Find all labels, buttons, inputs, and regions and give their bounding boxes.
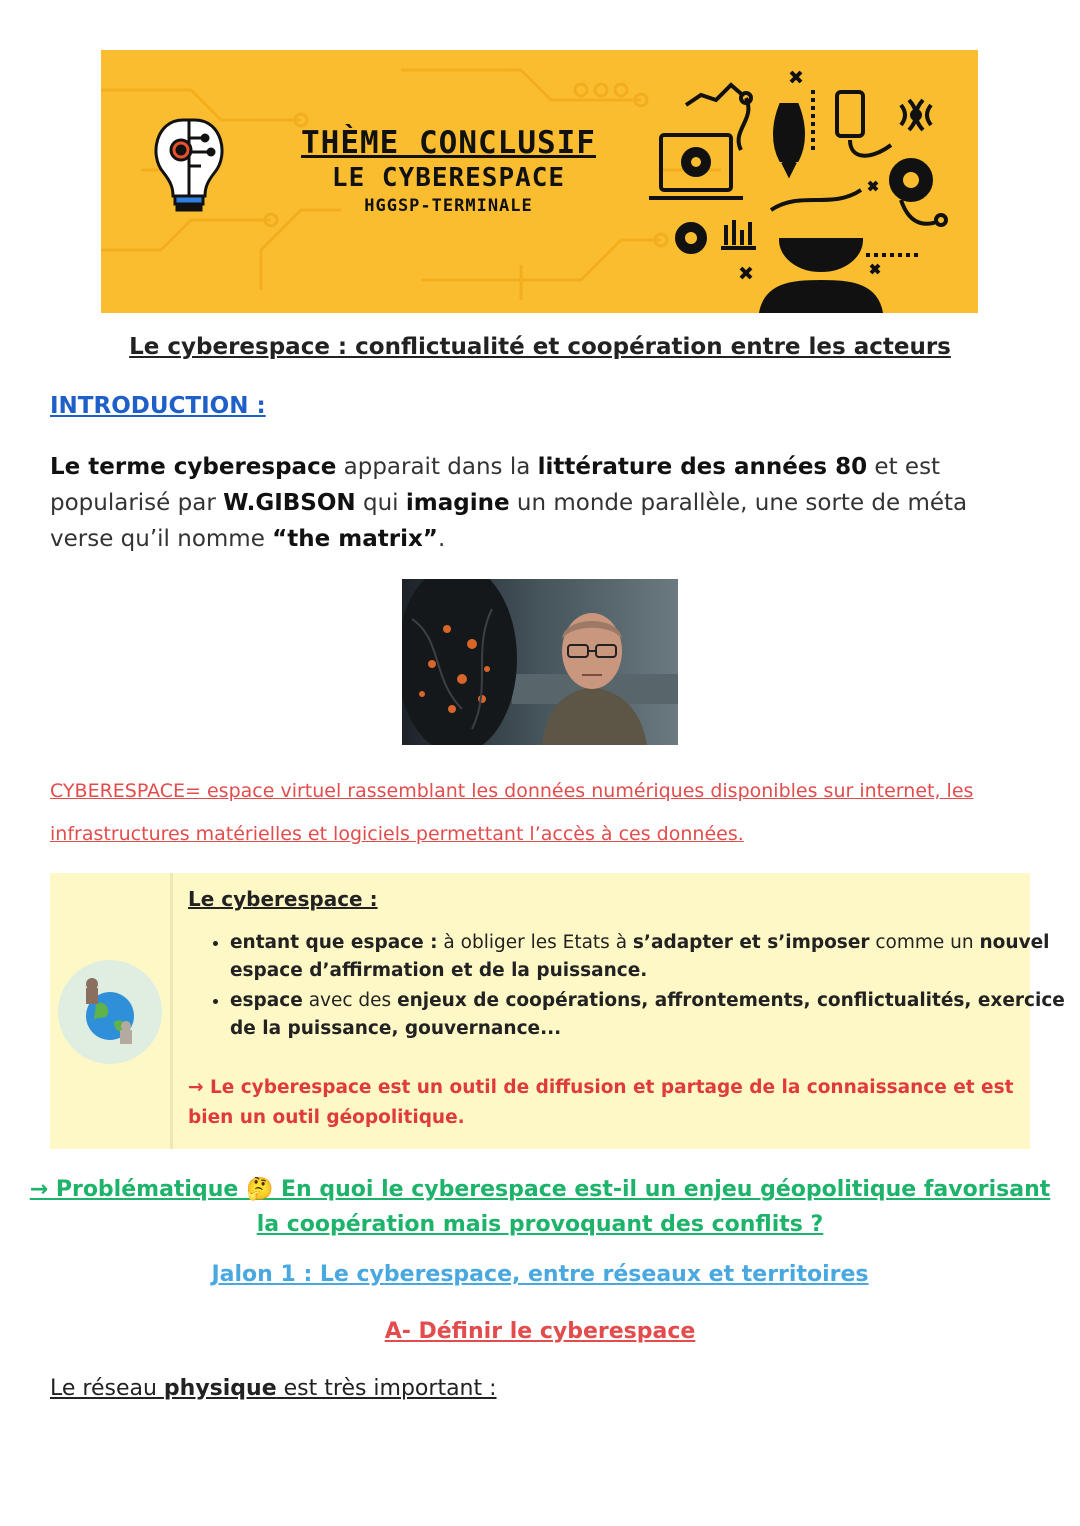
callout-conclusion: → Le cyberespace est un outil de diffusion et partage de la connaissance et est bien un outil géopolitique. [188,1077,1014,1128]
header-banner [101,50,978,313]
callout-box [50,873,1065,1149]
cyberespace-definition: CYBERESPACE= espace virtuel rassemblant les données numériques disponibles sur internet, les infrastructures matérielles et logiciels permettant l’accès à ces données. [50,780,974,845]
globe-chess-icon [58,960,162,1064]
page-title: Le cyberespace : conflictualité et coopération entre les acteurs [129,334,951,360]
gibson-photo [402,579,678,745]
section-a-heading: A- Définir le cyberespace [384,1319,696,1344]
jalon-heading: Jalon 1 : Le cyberespace, entre réseaux et territoires [211,1262,869,1287]
lightbulb-gear-icon [156,120,222,210]
problematique-line2: la coopération mais provoquant des conflits ? [256,1212,824,1237]
list-item: • espace avec des enjeux de coopérations, affrontements, conflictualités, exercice de la puissance, gouvernance... [230,987,1070,1043]
tech-icons-cluster [649,72,946,313]
introduction-paragraph: Le terme cyberespace apparait dans la littérature des années 80 et est popularisé par W.GIBSON qui imagine un monde parallèle, une sorte de méta verse qu’il nomme “the matrix”. [50,454,968,552]
reseau-line: Le réseau physique est très important : [50,1376,497,1401]
list-item: • entant que espace : à obliger les Etats à s’adapter et s’imposer comme un nouvel espace d’affirmation et de la puissance. [230,929,1070,985]
gibson-portrait-image [402,579,678,745]
banner-level: HGGSP-TERMINALE [364,196,533,216]
problematique [0,1172,1080,1242]
banner-subject: LE CYBERESPACE [331,163,566,193]
callout-divider [170,873,173,1149]
banner-theme: THÈME CONCLUSIF [301,125,596,161]
problematique-line1: → Problématique 🤔 En quoi le cyberespace est-il un enjeu géopolitique favorisant [29,1177,1051,1202]
callout-heading: Le cyberespace : [188,887,378,911]
introduction-heading: INTRODUCTION : [50,393,266,419]
callout-bullet-list [186,929,1070,1045]
